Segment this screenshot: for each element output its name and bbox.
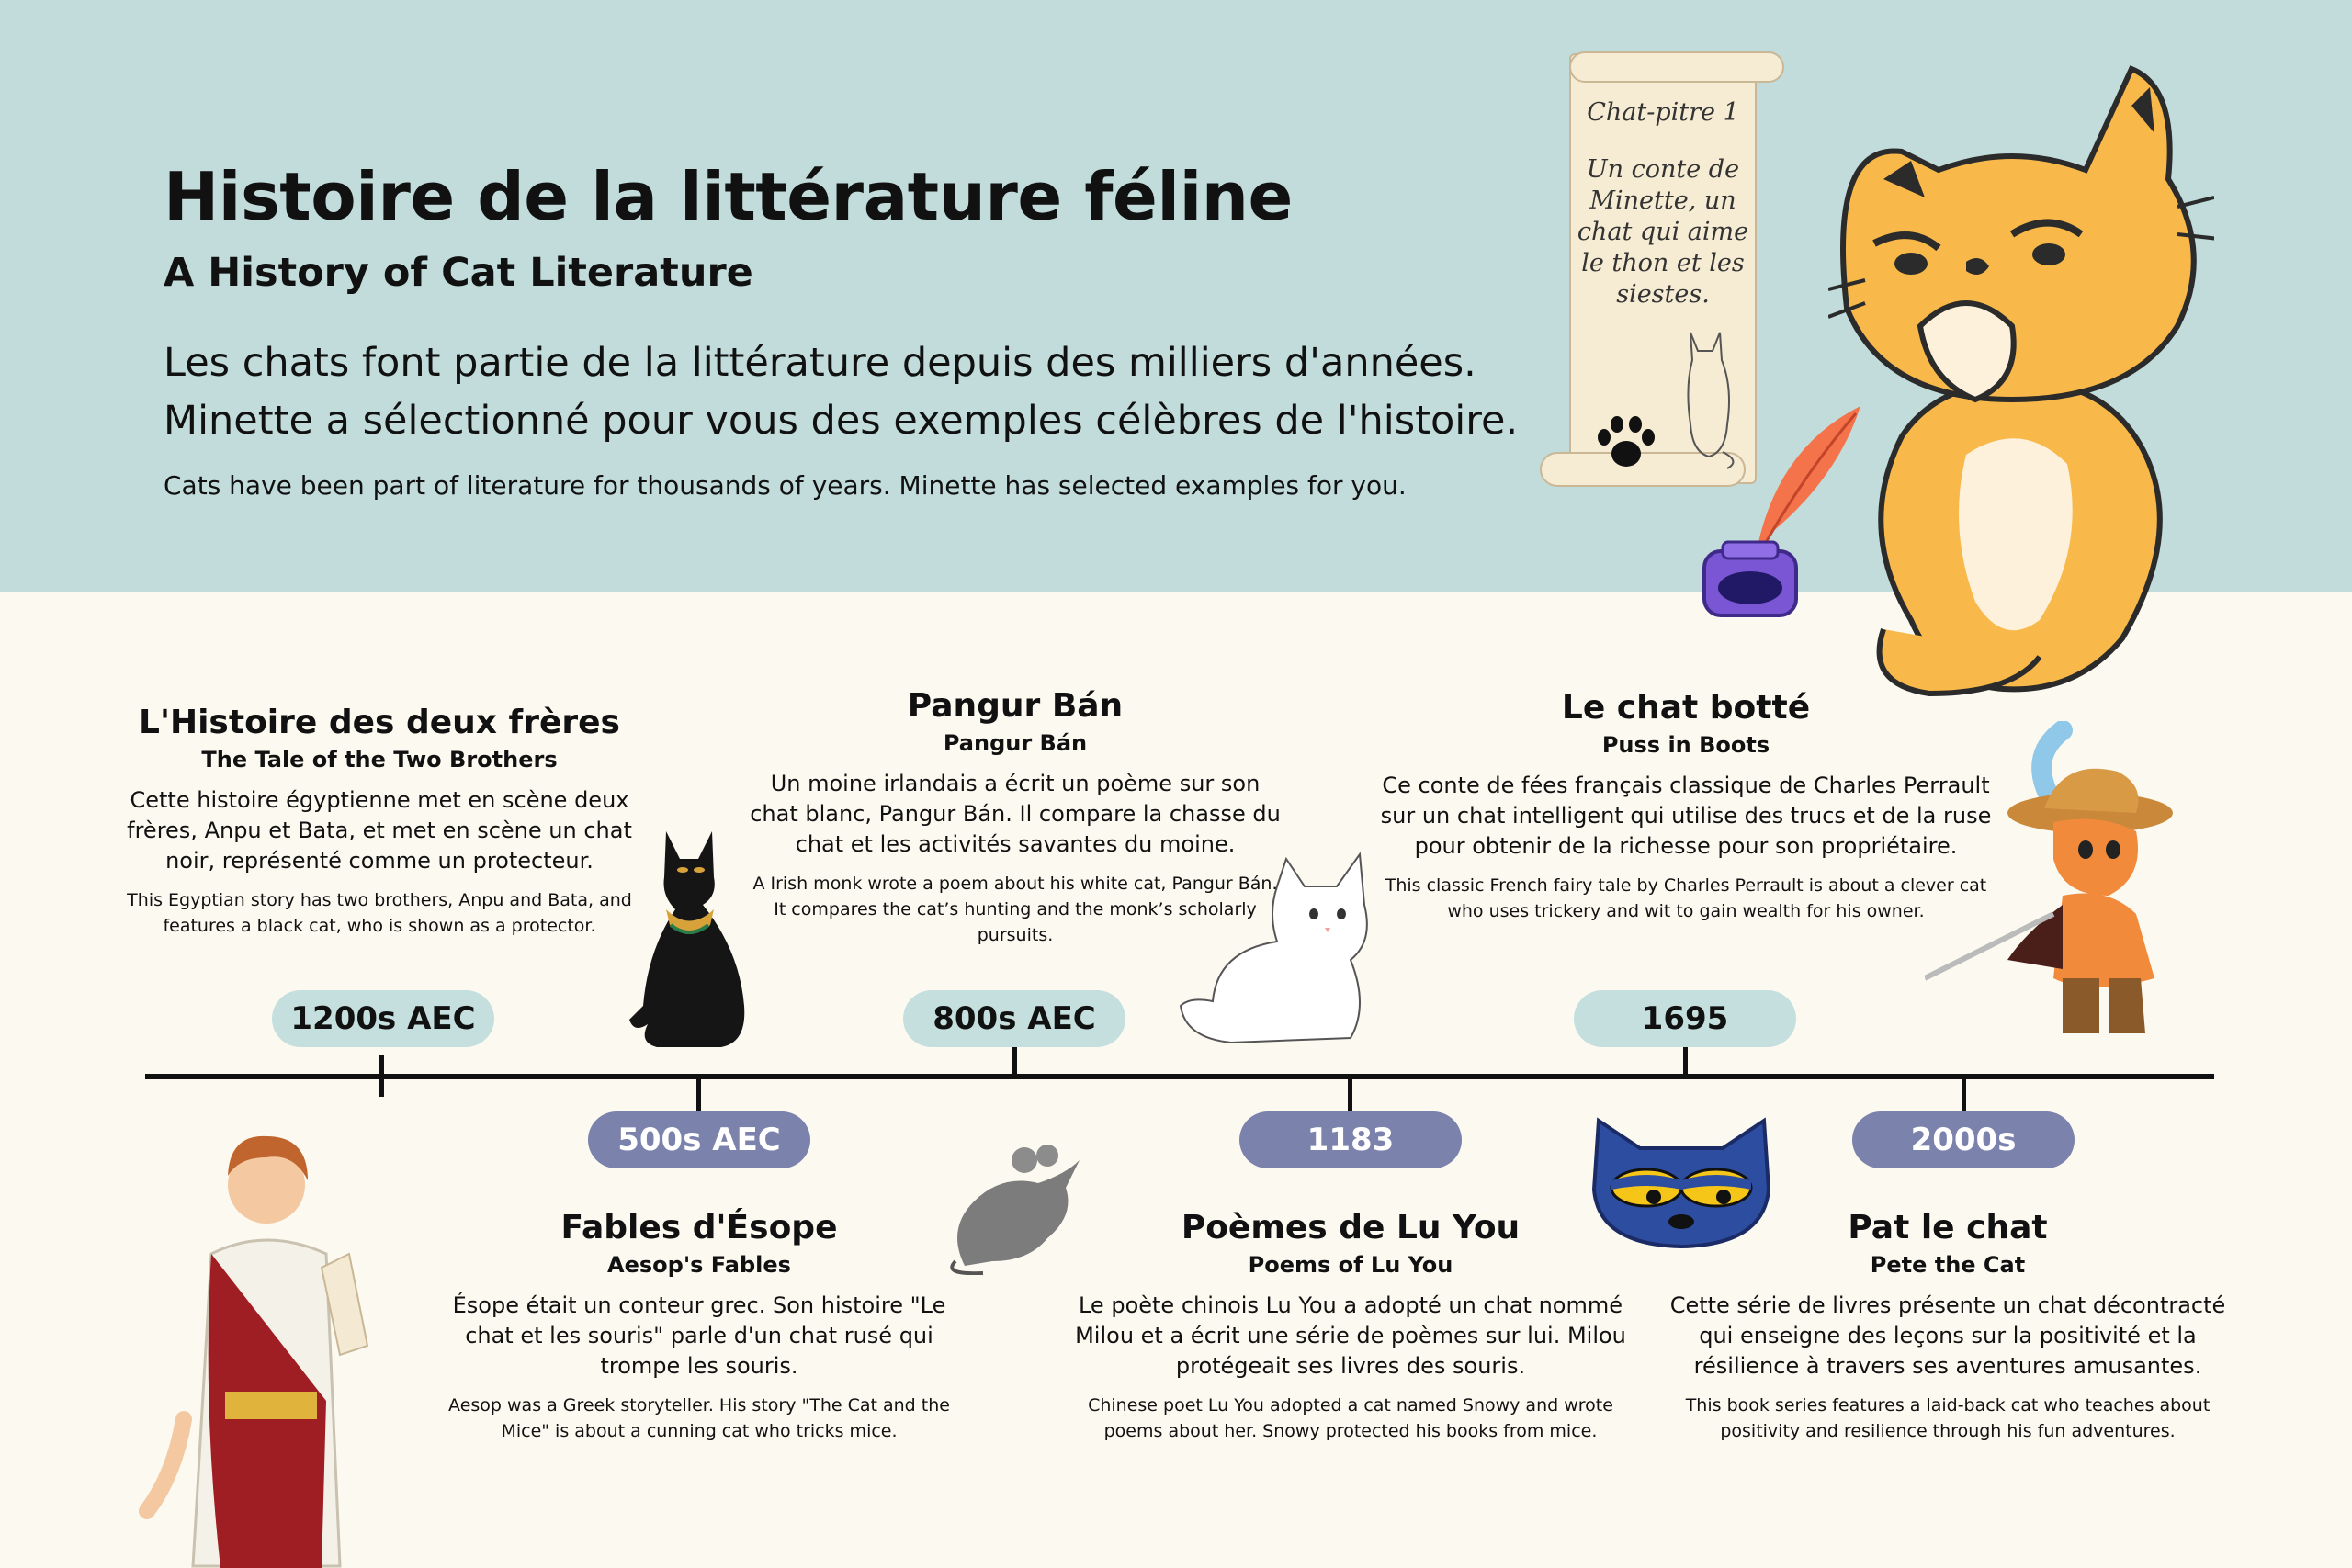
orange-cat-mascot-icon <box>1828 51 2214 703</box>
timeline-entry <box>437 1209 961 1444</box>
egyptian-black-cat-icon <box>629 822 776 1052</box>
timeline-tick <box>1012 1047 1017 1078</box>
entry-title: Poèmes de Lu You <box>1181 1209 1521 1247</box>
date-badge: 1183 <box>1239 1111 1462 1168</box>
timeline-tick <box>696 1077 701 1113</box>
timeline-tick <box>1962 1077 1966 1113</box>
timeline-entry <box>1057 1209 1645 1444</box>
timeline-tick <box>1348 1077 1352 1113</box>
entry-text-french: Ce conte de fées français classique de Charles Perrault sur un chat intelligent qui utilise des trucs et de la ruse pour obtenir de la richesse pour son propriétaire. <box>1380 773 1992 859</box>
page-subtitle: A History of Cat Literature <box>164 250 753 296</box>
date-badge: 2000s <box>1852 1111 2075 1168</box>
date-badge: 1200s AEC <box>272 990 494 1047</box>
timeline-axis <box>145 1074 2214 1079</box>
entry-title: Pat le chat <box>1848 1209 2048 1247</box>
mouse-icon <box>946 1137 1084 1275</box>
date-badge: 500s AEC <box>588 1111 810 1168</box>
entry-title-english: Puss in Boots <box>1601 732 1770 758</box>
entry-text-french: Un moine irlandais a écrit un poème sur son chat blanc, Pangur Bán. Il compare la chasse du chat et les activités savantes du moine. <box>750 771 1281 857</box>
entry-text-english: This classic French fairy tale by Charles Perrault is about a clever cat who uses trickery and wit to gain wealth for his owner. <box>1385 875 1987 921</box>
page-title: Histoire de la littérature féline <box>164 158 1293 235</box>
entry-text-english: This book series features a laid-back cat who teaches about positivity and resilience through his fun adventures. <box>1685 1395 2211 1441</box>
date-badge: 800s AEC <box>903 990 1125 1047</box>
timeline-entry <box>1378 689 1994 924</box>
entry-text-french: Cette série de livres présente un chat décontracté qui enseigne des leçons sur la positivité et la résilience à travers ses aventures amusantes. <box>1669 1292 2226 1379</box>
entry-text-french: Ésope était un conteur grec. Son histoire "Le chat et les souris" parle d'un chat rusé qui trompe les souris. <box>452 1292 946 1379</box>
timeline-tick <box>379 1055 384 1097</box>
date-badge: 1695 <box>1574 990 1796 1047</box>
scroll-text: Un conte de Minette, un chat qui aime le thon et les siestes. <box>1577 155 1749 309</box>
aesop-figure-icon <box>129 1125 386 1568</box>
entry-title-english: The Tale of the Two Brothers <box>201 747 558 773</box>
entry-title: L'Histoire des deux frères <box>139 704 620 741</box>
entry-text-english: A Irish monk wrote a poem about his white cat, Pangur Bán. It compares the cat’s hunting and the monk’s scholarly pursuits. <box>752 874 1278 945</box>
scroll-top-roll <box>1569 51 1784 83</box>
entry-title-english: Aesop's Fables <box>607 1252 791 1278</box>
entry-title: Le chat botté <box>1561 689 1811 727</box>
entry-title-english: Poems of Lu You <box>1248 1252 1453 1278</box>
entry-title-english: Pangur Bán <box>943 730 1088 756</box>
entry-title: Pangur Bán <box>907 687 1124 725</box>
intro-french: Les chats font partie de la littérature depuis des milliers d'années. Minette a sélectionné pour vous des exemples célèbres de l'histoire. <box>164 340 1519 444</box>
entry-text-french: Cette histoire égyptienne met en scène deux frères, Anpu et Bata, et met en scène un chat noir, représenté comme un protecteur. <box>127 787 632 874</box>
scroll-heading: Chat-pitre 1 <box>1587 98 1739 127</box>
white-cat-icon <box>1176 840 1378 1052</box>
entry-text-english: Chinese poet Lu You adopted a cat named Snowy and wrote poems about her. Snowy protected his books from mice. <box>1088 1395 1613 1441</box>
pete-the-cat-face-icon <box>1589 1116 1773 1249</box>
timeline-entry <box>118 704 641 939</box>
timeline-tick <box>1683 1047 1688 1078</box>
scroll-content <box>1573 97 1753 336</box>
entry-text-english: Aesop was a Greek storyteller. His story "The Cat and the Mice" is about a cunning cat who tricks mice. <box>448 1395 950 1441</box>
intro-english: Cats have been part of literature for thousands of years. Minette has selected examples for you. <box>164 470 1407 501</box>
paw-print-icon <box>1589 410 1663 474</box>
entry-text-french: Le poète chinois Lu You a adopté un chat nommé Milou et a écrit une série de poèmes sur lui. Milou protégeait ses livres des souris. <box>1075 1292 1626 1379</box>
puss-in-boots-icon <box>1925 721 2219 1043</box>
entry-title-english: Pete the Cat <box>1870 1252 2026 1278</box>
entry-text-english: This Egyptian story has two brothers, Anpu and Bata, and features a black cat, who is shown as a protector. <box>127 890 632 936</box>
entry-title: Fables d'Ésope <box>560 1209 838 1247</box>
